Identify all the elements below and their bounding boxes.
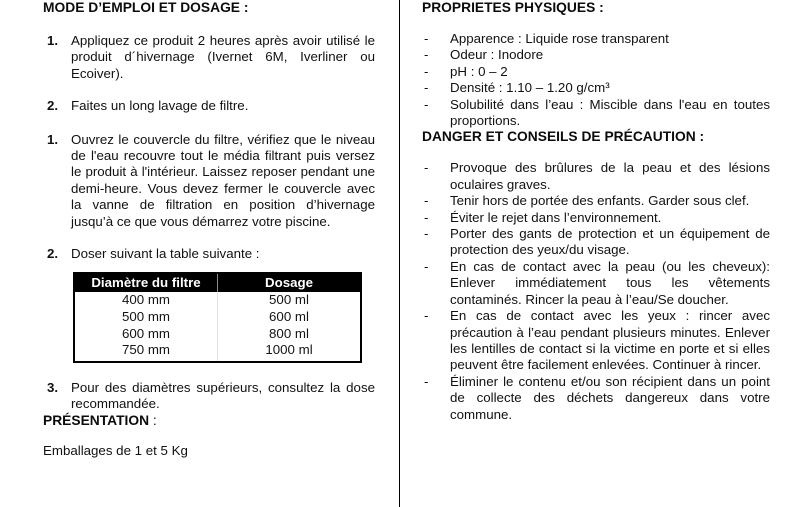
precaution-text: En cas de contact avec les yeux : rincer avec précaution à l’eau pendant plusieurs minutes. Enlever les lentilles de contact si la victime en porte et si elles peuvent être facilement enlevées. Continuer à rincer. [450,308,770,373]
list-item [43,33,375,82]
left-column [43,0,375,459]
list-item [43,132,375,230]
list-item [422,193,770,209]
property-text: Apparence : Liquide rose transparent [450,31,669,46]
table-row [74,326,361,343]
section-heading-presentation [43,413,375,429]
table-row [74,292,361,309]
step-number: 1. [47,33,59,48]
dash-marker: - [424,31,429,46]
dash-marker: - [424,258,429,274]
list-item [43,246,375,262]
dash-marker: - [424,96,429,112]
list-item [422,226,770,259]
dosage-cell: 1000 ml [218,342,362,362]
property-text: Odeur : Inodore [450,47,544,63]
list-item [43,98,375,114]
property-text: Solubilité dans l’eau : Miscible dans l'eau en toutes proportions. [450,96,770,129]
table-row [74,342,361,362]
section-heading-mode-emploi: MODE D’EMPLOI ET DOSAGE : [43,0,249,15]
list-item [422,210,770,226]
precaution-text: En cas de contact avec la peau (ou les cheveux): Enlever immédiatement tous les vêtements contaminés. Rincer la peau à l’eau/Se doucher. [450,258,770,307]
diameter-cell: 750 mm [121,342,171,358]
section-heading-danger: DANGER ET CONSEILS DE PRÉCAUTION : [422,129,705,145]
list-item [422,374,770,423]
step-text: Ouvrez le couvercle du filtre, vérifiez que le niveau de l'eau recouvre tout le média filtrant puis versez le produit à l'intérieur. Laissez reposer pendant une demi-heure. Vous devez fermer le couvercle avec la vanne de filtration en position d’hivernage jusqu’à ce que vous démarrez votre piscine. [71,131,375,229]
dosage-table-header-row [74,273,361,292]
dash-marker: - [424,47,429,63]
presentation-heading-text: PRÉSENTATION [43,412,150,428]
presentation-heading-colon: : [149,412,157,428]
steps-list-c [43,380,375,413]
step-number: 2. [47,246,59,262]
dash-marker: - [424,373,429,389]
steps-list-b [43,132,375,263]
precautions-list [422,160,770,423]
dash-marker: - [424,80,429,96]
step-number: 3. [47,379,59,395]
dosage-table [73,272,362,362]
step-text: Pour des diamètres supérieurs, consultez la dose recommandée. [71,379,375,412]
diameter-cell: 500 mm [121,309,171,325]
precaution-text: Tenir hors de portée des enfants. Garder sous clef. [450,193,750,209]
dash-marker: - [424,226,429,242]
dash-marker: - [424,63,429,79]
step-number: 1. [47,131,59,147]
dash-marker: - [424,160,429,176]
dosage-table-header-cell: Diamètre du filtre [74,273,218,292]
list-item [422,308,770,374]
property-text: pH : 0 – 2 [450,63,508,79]
list-item [422,64,770,80]
list-item [422,31,770,47]
dosage-table-body [74,292,361,361]
step-text: Faites un long lavage de filtre. [71,98,249,114]
step-number: 2. [47,98,59,114]
dosage-table-header-cell: Dosage [218,273,362,292]
steps-list-a [43,33,375,115]
column-divider [399,0,400,507]
dosage-cell: 600 ml [218,309,362,326]
step-text: Appliquez ce produit 2 heures après avoir utilisé le produit d´hivernage (Ivernet 6M, Iverliner ou Ecoiver). [71,33,375,81]
presentation-text: Emballages de 1 et 5 Kg [43,442,188,458]
precaution-text: Provoque des brûlures de la peau et des lésions oculaires graves. [450,160,770,192]
properties-list [422,31,770,129]
right-column [422,0,770,423]
list-item [422,47,770,63]
diameter-cell: 400 mm [121,292,171,308]
precaution-text: Éliminer le contenu et/ou son récipient dans un point de collecte des déchets dangereux dans votre commune. [450,373,770,422]
diameter-cell: 600 mm [121,325,171,341]
list-item [422,97,770,130]
list-item [422,259,770,308]
dash-marker: - [424,209,429,225]
list-item [43,380,375,413]
dosage-cell: 500 ml [218,292,362,309]
dash-marker: - [424,308,429,324]
dash-marker: - [424,193,429,209]
dosage-cell: 800 ml [218,326,362,343]
dosage-table-head [74,273,361,292]
section-heading-proprietes: PROPRIETES PHYSIQUES : [422,0,604,15]
table-row [74,309,361,326]
list-item [422,160,770,193]
property-text: Densité : 1.10 – 1.20 g/cm³ [450,80,610,96]
step-text: Doser suivant la table suivante : [71,246,260,262]
precaution-text: Éviter le rejet dans l’environnement. [450,209,662,225]
precaution-text: Porter des gants de protection et un équipement de protection des yeux/du visage. [450,226,770,258]
list-item [422,80,770,96]
